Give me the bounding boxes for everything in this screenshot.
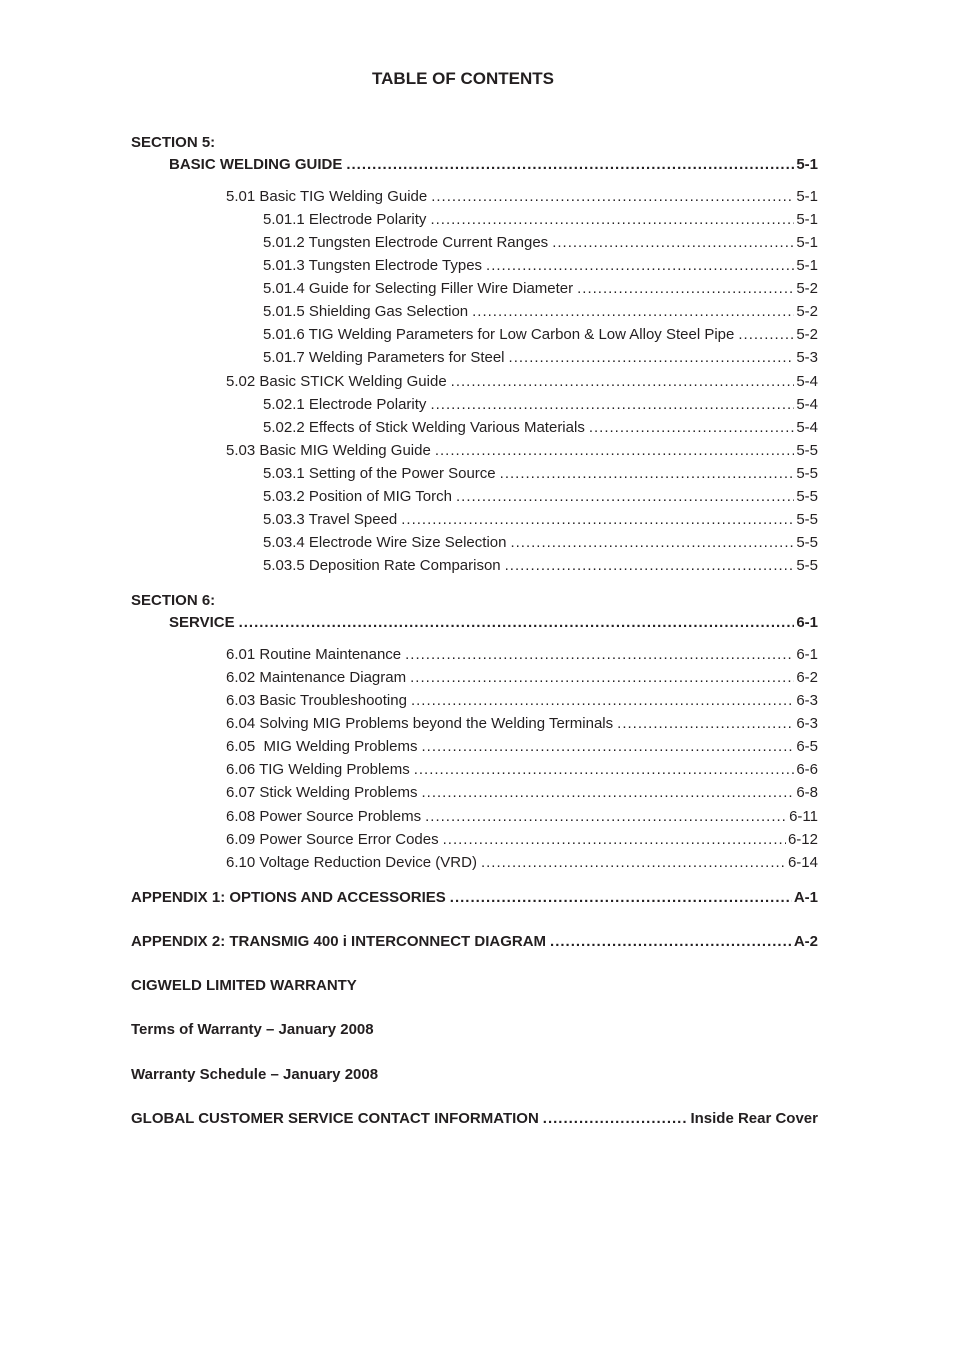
toc-page: 6-11 bbox=[789, 808, 818, 825]
toc-entry[interactable] bbox=[263, 279, 818, 299]
toc-label: 6.08 Power Source Problems bbox=[226, 808, 422, 825]
toc-label: 5.01 Basic TIG Welding Guide bbox=[226, 188, 428, 205]
toc-label: 5.01.3 Tungsten Electrode Types bbox=[263, 257, 483, 274]
page-title: TABLE OF CONTENTS bbox=[372, 69, 554, 88]
toc-label: 5.01.2 Tungsten Electrode Current Ranges bbox=[263, 234, 549, 251]
toc-page: 5-5 bbox=[796, 557, 818, 574]
toc-label: BASIC WELDING GUIDE bbox=[169, 156, 343, 173]
leader-dots bbox=[421, 783, 794, 803]
appendix-1-row[interactable] bbox=[131, 888, 818, 908]
toc-label: 5.03.3 Travel Speed bbox=[263, 511, 398, 528]
toc-label: 6.02 Maintenance Diagram bbox=[226, 669, 407, 686]
toc-entry[interactable] bbox=[263, 348, 818, 368]
toc-label: APPENDIX 1: OPTIONS AND ACCESSORIES bbox=[131, 889, 446, 906]
toc-label: 6.10 Voltage Reduction Device (VRD) bbox=[226, 854, 477, 871]
toc-label: 5.03.2 Position of MIG Torch bbox=[263, 488, 452, 505]
toc-label: 5.02.1 Electrode Polarity bbox=[263, 396, 427, 413]
toc-label: 6.07 Stick Welding Problems bbox=[226, 784, 418, 801]
leader-dots bbox=[543, 1109, 689, 1129]
toc-entry[interactable] bbox=[263, 233, 818, 253]
toc-label: 6.04 Solving MIG Problems beyond the Welding Terminals bbox=[226, 715, 614, 732]
toc-label: 6.09 Power Source Error Codes bbox=[226, 831, 439, 848]
toc-page: 5-4 bbox=[796, 419, 818, 436]
leader-dots bbox=[411, 691, 794, 711]
toc-label: 5.01.1 Electrode Polarity bbox=[263, 211, 427, 228]
toc-entry[interactable] bbox=[226, 830, 818, 850]
warranty-title[interactable]: CIGWELD LIMITED WARRANTY bbox=[131, 977, 357, 994]
toc-entry[interactable] bbox=[263, 302, 818, 322]
toc-page: 5-5 bbox=[796, 488, 818, 505]
leader-dots bbox=[410, 668, 794, 688]
toc-page: 5-4 bbox=[796, 373, 818, 390]
toc-entry[interactable] bbox=[226, 783, 818, 803]
leader-dots bbox=[481, 853, 786, 873]
toc-entry[interactable] bbox=[226, 853, 818, 873]
leader-dots bbox=[505, 556, 795, 576]
toc-label: 5.03.5 Deposition Rate Comparison bbox=[263, 557, 501, 574]
toc-label: 5.01.5 Shielding Gas Selection bbox=[263, 303, 469, 320]
toc-page: 5-1 bbox=[796, 257, 818, 274]
section-5-heading: SECTION 5: bbox=[131, 134, 216, 151]
toc-entry[interactable] bbox=[226, 807, 818, 827]
toc-label: 5.02.2 Effects of Stick Welding Various Materials bbox=[263, 419, 585, 436]
leader-dots bbox=[486, 256, 794, 276]
leader-dots bbox=[589, 418, 794, 438]
toc-label: GLOBAL CUSTOMER SERVICE CONTACT INFORMATION bbox=[131, 1110, 539, 1127]
leader-dots bbox=[500, 464, 795, 484]
toc-page: 5-1 bbox=[796, 188, 818, 205]
toc-entry[interactable] bbox=[263, 464, 818, 484]
toc-page: 5-1 bbox=[796, 156, 818, 173]
toc-page: 6-5 bbox=[796, 738, 818, 755]
warranty-schedule[interactable]: Warranty Schedule – January 2008 bbox=[131, 1066, 379, 1083]
toc-page: 5-5 bbox=[796, 465, 818, 482]
toc-label: 5.03 Basic MIG Welding Guide bbox=[226, 442, 431, 459]
leader-dots bbox=[430, 395, 794, 415]
toc-page: 5-5 bbox=[796, 442, 818, 459]
toc-page: 5-5 bbox=[796, 511, 818, 528]
appendix-2-row[interactable] bbox=[131, 932, 818, 952]
toc-label: APPENDIX 2: TRANSMIG 400 i INTERCONNECT DIAGRAM bbox=[131, 933, 547, 950]
toc-entry[interactable] bbox=[263, 418, 818, 438]
leader-dots bbox=[430, 210, 794, 230]
toc-page: 5-2 bbox=[796, 280, 818, 297]
toc-label: 5.01.6 TIG Welding Parameters for Low Carbon & Low Alloy Steel Pipe bbox=[263, 326, 735, 343]
toc-label: 6.05 MIG Welding Problems bbox=[226, 738, 418, 755]
toc-page: 5-4 bbox=[796, 396, 818, 413]
toc-page: 6-3 bbox=[796, 692, 818, 709]
toc-page: 6-2 bbox=[796, 669, 818, 686]
leader-dots bbox=[577, 279, 794, 299]
toc-page: 5-5 bbox=[796, 534, 818, 551]
leader-dots bbox=[431, 187, 794, 207]
toc-entry[interactable] bbox=[263, 395, 818, 415]
toc-label: 5.02 Basic STICK Welding Guide bbox=[226, 373, 447, 390]
toc-page: 5-1 bbox=[796, 234, 818, 251]
toc-entry[interactable] bbox=[263, 556, 818, 576]
leader-dots bbox=[550, 932, 792, 952]
section-5-title-row[interactable] bbox=[169, 155, 818, 175]
global-contact-row[interactable] bbox=[131, 1109, 818, 1129]
toc-entry[interactable] bbox=[263, 533, 818, 553]
toc-label: 5.03.1 Setting of the Power Source bbox=[263, 465, 496, 482]
leader-dots bbox=[472, 302, 794, 322]
leader-dots bbox=[456, 487, 794, 507]
toc-entry[interactable] bbox=[226, 668, 818, 688]
toc-label: 5.01.7 Welding Parameters for Steel bbox=[263, 349, 505, 366]
section-6-title-row[interactable] bbox=[169, 613, 818, 633]
toc-page: 5-3 bbox=[796, 349, 818, 366]
toc-label: SERVICE bbox=[169, 614, 235, 631]
leader-dots bbox=[346, 155, 794, 175]
toc-page: A-1 bbox=[793, 889, 818, 906]
toc-page: 6-1 bbox=[796, 646, 818, 663]
leader-dots bbox=[451, 372, 795, 392]
toc-entry[interactable] bbox=[263, 256, 818, 276]
toc-entry[interactable] bbox=[226, 737, 818, 757]
toc-page: 6-6 bbox=[796, 761, 818, 778]
toc-label: 6.01 Routine Maintenance bbox=[226, 646, 402, 663]
leader-dots bbox=[405, 645, 794, 665]
leader-dots bbox=[552, 233, 794, 253]
leader-dots bbox=[401, 510, 794, 530]
warranty-terms[interactable]: Terms of Warranty – January 2008 bbox=[131, 1021, 374, 1038]
leader-dots bbox=[443, 830, 786, 850]
toc-page: A-2 bbox=[793, 933, 818, 950]
toc-page: 5-2 bbox=[796, 303, 818, 320]
leader-dots bbox=[414, 760, 795, 780]
leader-dots bbox=[509, 348, 795, 368]
toc-page: 5-2 bbox=[796, 326, 818, 343]
toc-page: 5-1 bbox=[796, 211, 818, 228]
toc-entry[interactable] bbox=[226, 645, 818, 665]
toc-entry[interactable] bbox=[263, 487, 818, 507]
toc-page: Inside Rear Cover bbox=[690, 1110, 818, 1127]
section-6-heading: SECTION 6: bbox=[131, 592, 216, 609]
toc-page: 6-8 bbox=[796, 784, 818, 801]
leader-dots bbox=[435, 441, 794, 461]
toc-label: 6.03 Basic Troubleshooting bbox=[226, 692, 407, 709]
toc-entry[interactable] bbox=[226, 714, 818, 734]
toc-entry[interactable] bbox=[226, 441, 818, 461]
leader-dots bbox=[617, 714, 794, 734]
toc-entry[interactable] bbox=[226, 187, 818, 207]
toc-page: 6-12 bbox=[787, 831, 818, 848]
toc-entry[interactable] bbox=[226, 760, 818, 780]
toc-page: 6-1 bbox=[796, 614, 818, 631]
leader-dots bbox=[239, 613, 795, 633]
toc-page: 6-3 bbox=[796, 715, 818, 732]
toc-label: 6.06 TIG Welding Problems bbox=[226, 761, 410, 778]
toc-page: 6-14 bbox=[787, 854, 818, 871]
toc-label: 5.03.4 Electrode Wire Size Selection bbox=[263, 534, 507, 551]
leader-dots bbox=[425, 807, 787, 827]
toc-label: 5.01.4 Guide for Selecting Filler Wire Diameter bbox=[263, 280, 574, 297]
leader-dots bbox=[421, 737, 794, 757]
toc-entry[interactable] bbox=[263, 210, 818, 230]
toc-entry[interactable] bbox=[226, 691, 818, 711]
leader-dots bbox=[510, 533, 794, 553]
toc-entry[interactable] bbox=[263, 325, 818, 345]
toc-entry[interactable] bbox=[263, 510, 818, 530]
leader-dots bbox=[738, 325, 794, 345]
leader-dots bbox=[450, 888, 792, 908]
toc-entry[interactable] bbox=[226, 372, 818, 392]
